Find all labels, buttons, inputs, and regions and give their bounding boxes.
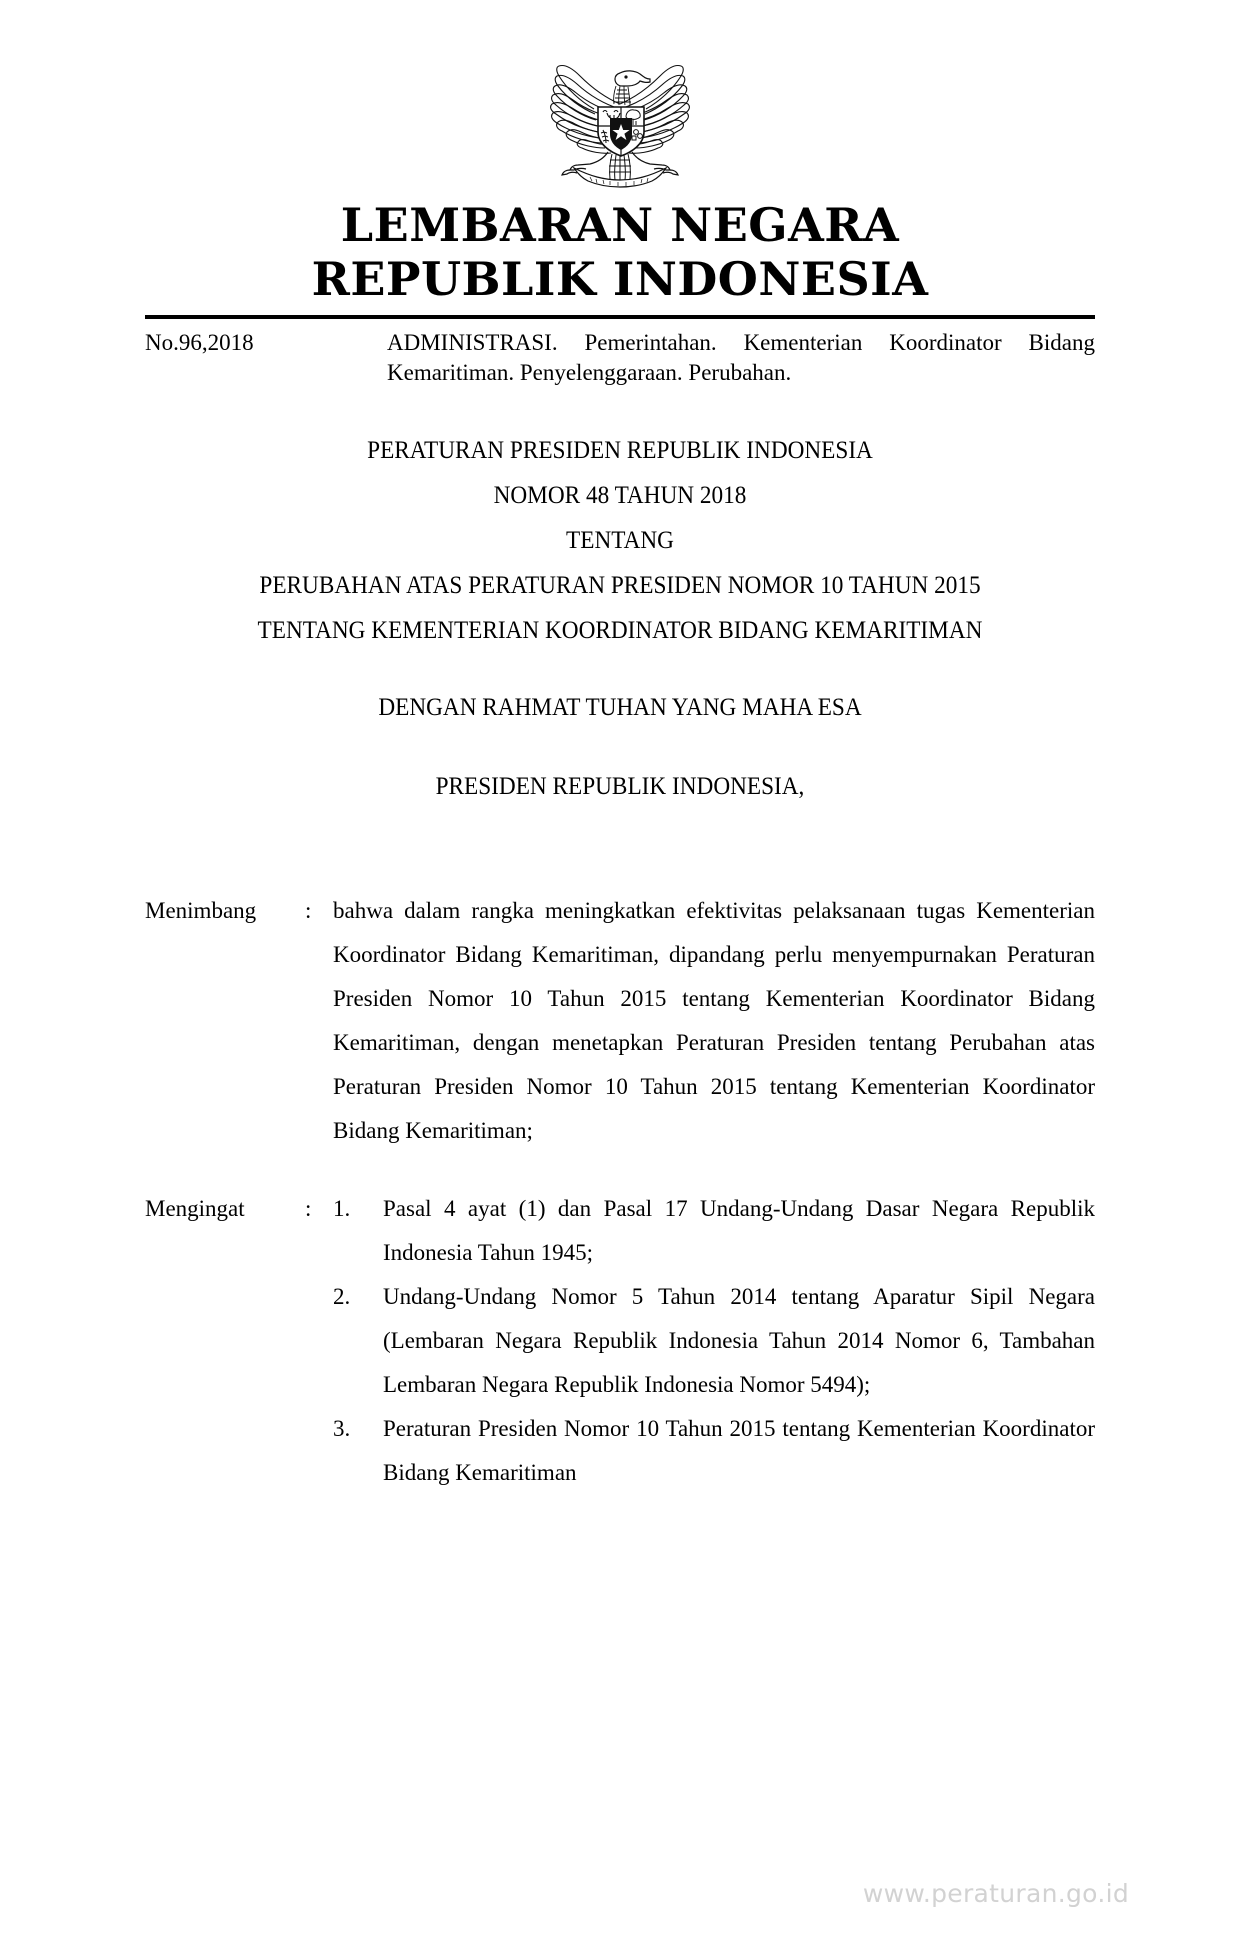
blessing-line: DENGAN RAHMAT TUHAN YANG MAHA ESA xyxy=(378,694,862,721)
mengingat-list xyxy=(333,1187,1095,1495)
gazette-meta xyxy=(145,328,1095,388)
list-item xyxy=(333,1275,1095,1407)
list-item-text: Undang-Undang Nomor 5 Tahun 2014 tentang Aparatur Sipil Negara (Lembaran Negara Republik Indonesia Tahun 2014 Nomor 6, Tambahan Lembaran Negara Republik Indonesia Nomor 5494); xyxy=(383,1284,1095,1397)
mengingat-colon: : xyxy=(305,1196,312,1221)
menimbang-colon: : xyxy=(305,898,312,923)
list-item xyxy=(333,1187,1095,1275)
regulation-title-line: PERATURAN PRESIDEN REPUBLIK INDONESIA xyxy=(367,437,873,464)
list-item xyxy=(333,1407,1095,1495)
clause-menimbang xyxy=(145,889,1095,1153)
garuda-pancasila-emblem xyxy=(534,48,706,188)
list-item-marker: 2. xyxy=(333,1284,351,1309)
regulation-subject-line-1: PERUBAHAN ATAS PERATURAN PRESIDEN NOMOR 10 TAHUN 2015 xyxy=(259,572,981,599)
regulation-about-line: TENTANG xyxy=(566,527,674,554)
menimbang-label: Menimbang xyxy=(145,898,257,923)
heading-spacer-1 xyxy=(178,653,1062,685)
mengingat-label: Mengingat xyxy=(145,1196,245,1221)
emblem-container xyxy=(145,0,1095,193)
document-content xyxy=(145,0,1095,1495)
menimbang-text: bahwa dalam rangka meningkatkan efektivitas pelaksanaan tugas Kementerian Koordinator Bidang Kemaritiman, dipandang perlu menyempurnakan Peraturan Presiden Nomor 10 Tahun 2015 tentang Kementerian Koordinator Bidang Kemaritiman, dengan menetapkan Peraturan Presiden tentang Perubahan atas Peraturan Presiden Nomor 10 Tahun 2015 tentang Kementerian Koordinator Bidang Kemaritiman; xyxy=(333,898,1095,1143)
list-item-text: Pasal 4 ayat (1) dan Pasal 17 Undang-Undang Dasar Negara Republik Indonesia Tahun 1945; xyxy=(383,1196,1095,1265)
site-watermark: www.peraturan.go.id xyxy=(862,1879,1129,1908)
regulation-subject-line-2: TENTANG KEMENTERIAN KOORDINATOR BIDANG KEMARITIMAN xyxy=(257,617,983,644)
masthead-line-1: LEMBARAN NEGARA xyxy=(340,198,900,252)
heading-spacer-2 xyxy=(178,730,1062,764)
gazette-number: No.96,2018 xyxy=(145,330,254,355)
regulation-heading xyxy=(145,428,1095,809)
list-item-marker: 3. xyxy=(333,1416,351,1441)
list-item-marker: 1. xyxy=(333,1196,351,1221)
regulation-number-line: NOMOR 48 TAHUN 2018 xyxy=(493,482,747,509)
list-item-text: Peraturan Presiden Nomor 10 Tahun 2015 tentang Kementerian Koordinator Bidang Kemaritiman xyxy=(383,1416,1095,1485)
clause-mengingat xyxy=(145,1187,1095,1495)
gazette-subject: ADMINISTRASI. Pemerintahan. Kementerian Koordinator Bidang Kemaritiman. Penyelenggaraan. Perubahan. xyxy=(387,330,1095,385)
masthead-divider xyxy=(145,315,1095,319)
masthead xyxy=(145,199,1095,305)
president-line: PRESIDEN REPUBLIK INDONESIA, xyxy=(435,773,805,800)
masthead-line-2: REPUBLIK INDONESIA xyxy=(311,252,929,306)
